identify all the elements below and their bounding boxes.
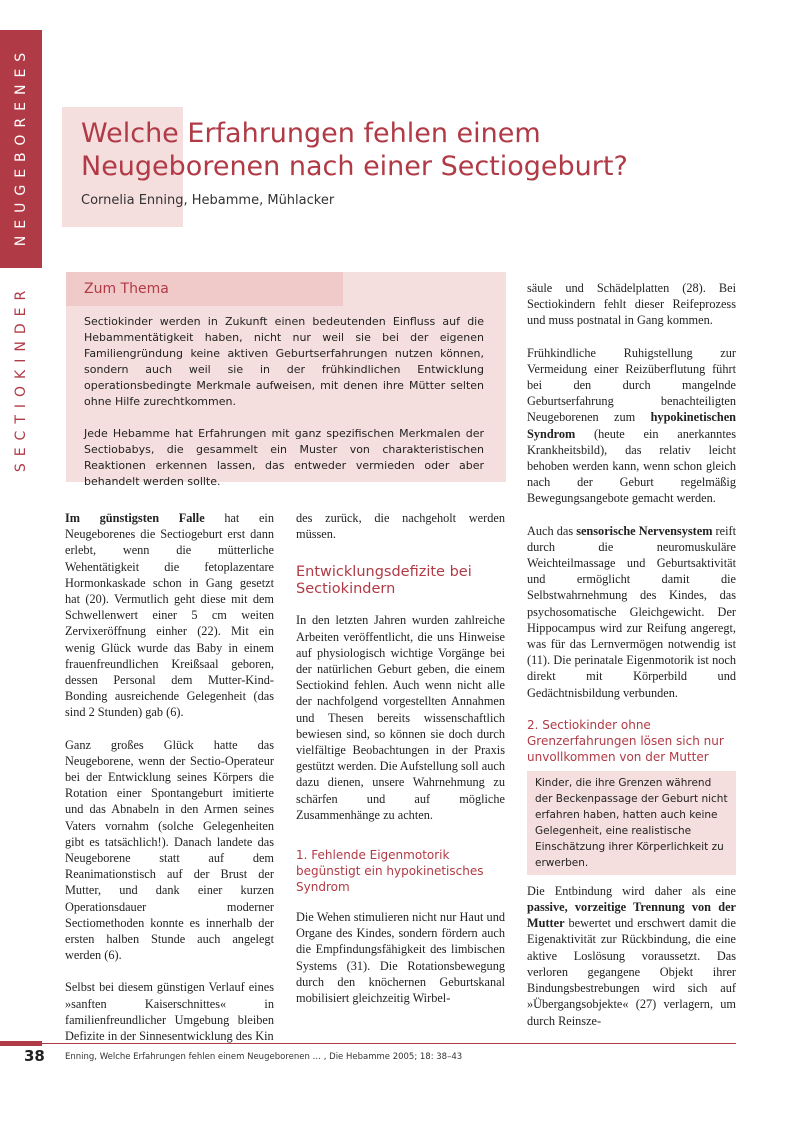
emphasis: passive, vorzeitige Trennung von der Mutter [527, 900, 736, 931]
body-paragraph: Die Wehen stimulieren nicht nur Haut und Organe des Kindes, sondern fördern auch die Empfindungsfähigkeit des limbischen Systems (31). Die Rotationsbewegung durch den knöchernen Geburtskanal mobilisiert gleichzeitig Wirbel- [296, 910, 505, 1006]
footer-accent-bar [0, 1041, 42, 1046]
page-number: 38 [24, 1047, 45, 1065]
body-paragraph: des zurück, die nachgeholt werden müssen. [296, 511, 505, 542]
body-paragraph [65, 510, 274, 721]
emphasis: hypokinetischen Syndrom [527, 410, 736, 441]
body-text: (heute ein anerkanntes Krankheitsbild), das relativ leicht behoben werden kann, wenn schon gleich nach der Geburt regelmäßig Bewegungsangebote gemacht werden. [527, 426, 736, 506]
section-label-top: NEUGEBORENES [13, 45, 29, 247]
body-paragraph: Selbst bei diesem günstigen Verlauf eines »sanften Kaiserschnittes« in familienfreundlicher Umgebung bleiben Defizite in der Sinnesentwicklung des Kin [65, 980, 274, 1044]
body-paragraph [527, 883, 736, 1029]
body-paragraph: säule und Schädelplatten (28). Bei Sectiokindern fehlt dieser Reifeprozess und muss postnatal in Gang kommen. [527, 281, 736, 328]
section-label-bottom: SECTIOKINDER [13, 283, 29, 473]
text-column-2 [296, 510, 505, 1022]
section-heading: Entwicklungsdefizite bei Sectiokindern [296, 564, 472, 598]
highlight-quote: Kinder, die ihre Grenzen während der Beckenpassage der Geburt nicht erfahren haben, hatten auch keine Gelegenheit, eine realistische Einschätzung ihrer Körperlichkeit zu erwerben. [527, 771, 736, 875]
body-text: bewertet und erschwert damit die Eigenaktivität zur Rückbindung, die eine aktive Loslösung voraussetzt. Das verloren gegangene Objekt ihrer Bindungsbestrebungen wird sich auf »Übergangsobjekte« (27) verlagern, um durch Reinsze- [527, 916, 736, 1028]
subsection-heading: 2. Sectiokinder ohne Grenzerfahrungen lösen sich nur unvollkommen von der Mutter [527, 717, 724, 764]
body-paragraph [527, 345, 736, 507]
text-column-1 [65, 510, 274, 1060]
body-text: hat ein Neugeborenes die Sectiogeburt erst dann erlebt, wenn die mütterliche Wehentätigkeit die fetoplazentare Hormonkaskade schon in Gang gesetzt hat (20). Vermutlich geht diese mit dem Schwellenwert einer 5 cm weiten Zervixeröffnung einher (22). Mit ein wenig Glück wurde das Baby in einem frauenfreundlichen Kreißsaal geboren, dessen Personal dem Mutter-Kind-Bonding ausreichende Gelegenheit (das sind 2 Stunden) gab (6). [65, 511, 274, 720]
subsection-heading: 1. Fehlende Eigenmotorik begünstigt ein hypokinetisches Syndrom [296, 848, 484, 895]
article-title: Welche Erfahrungen fehlen einem Neugeborenen nach einer Sectiogeburt? [81, 118, 628, 182]
topic-paragraph: Jede Hebamme hat Erfahrungen mit ganz spezifischen Merkmalen der Sectiobabys, die gesammelt ein Muster von charakteristischen Reaktionen erkennen lassen, das entweder vermieden oder aber behandelt werden sollte. [84, 427, 484, 488]
article-author: Cornelia Enning, Hebamme, Mühlacker [81, 193, 335, 208]
body-paragraph: In den letzten Jahren wurden zahlreiche Arbeiten veröffentlicht, die uns Hinweise auf physiologisch wichtige Vorgänge bei der natürlichen Geburt geben, die einem Sectiokind fehlen. Auch wenn nicht alle der nachfolgend vorgestellten Annahmen und Thesen bereits wissenschaftlich bewiesen sind, so können sie doch durch vielfältige Beobachtungen in der Praxis gestützt werden. Die Aufstellung soll auch dazu dienen, unsere Wahrnehmung zu schärfen und auf mögliche Zusammenhänge zu achten. [296, 613, 505, 822]
footer-divider [42, 1043, 736, 1044]
body-paragraph [527, 523, 736, 701]
text-column-3 [527, 280, 736, 1045]
topic-paragraph: Sectiokinder werden in Zukunft einen bedeutenden Einfluss auf die Hebammentätigkeit haben, nicht nur weil sie bei der eigenen Familiengründung keine aktiven Geburtserfahrungen nutzen können, sondern auch weil sie in der frühkindlichen Entwicklung operationsbedingte Merkmale aufweisen, mit denen ihre Mütter selten ohne Hilfe zurechtkommen. [84, 315, 484, 408]
emphasis: sensorische Nervensystem [576, 523, 713, 538]
lead-in: Im günstigsten Falle [65, 511, 205, 525]
body-text: Die Entbindung wird daher als eine [527, 883, 736, 898]
topic-box-title: Zum Thema [84, 281, 169, 297]
body-text: Auch das [527, 523, 577, 538]
body-text: Frühkindliche Ruhigstellung zur Vermeidung einer Reizüberflutung führt bei den durch mangelnde Geburtserfahrung benachteiligten Neugeborenen zum [527, 345, 736, 425]
body-text: reift durch die neuromuskuläre Weichteilmassage und Geburtsaktivität und ermöglicht damit die Selbstwahrnehmung des Kindes, das psychosomatische Gleichgewicht. Der Hippocampus wird zur Reifung angeregt, was für das Lernvermögen notwendig ist (11). Die perinatale Eigenmotorik ist noch direkt mit Körperbild und Gedächtnisbildung verbunden. [527, 523, 737, 700]
footer-citation: Enning, Welche Erfahrungen fehlen einem Neugeborenen … , Die Hebamme 2005; 18: 38–43 [65, 1052, 463, 1062]
topic-box-text [84, 314, 484, 506]
body-paragraph: Ganz großes Glück hatte das Neugeborene, wenn der Sectio-Operateur bei der Entwicklung seines Körpers die Rotation einer Spontangeburt imitierte und das Abnabeln in den Armen seines Vaters vornahm (solche Gelegenheiten gibt es tatsächlich!). Danach landete das Neugeborene statt auf dem Reanimationstisch auf der Brust der Mutter, und dank einer kurzen Operationsdauer moderner Sectiomethoden konnte es innerhalb der ersten halben Stunde auch angelegt werden (6). [65, 737, 274, 963]
